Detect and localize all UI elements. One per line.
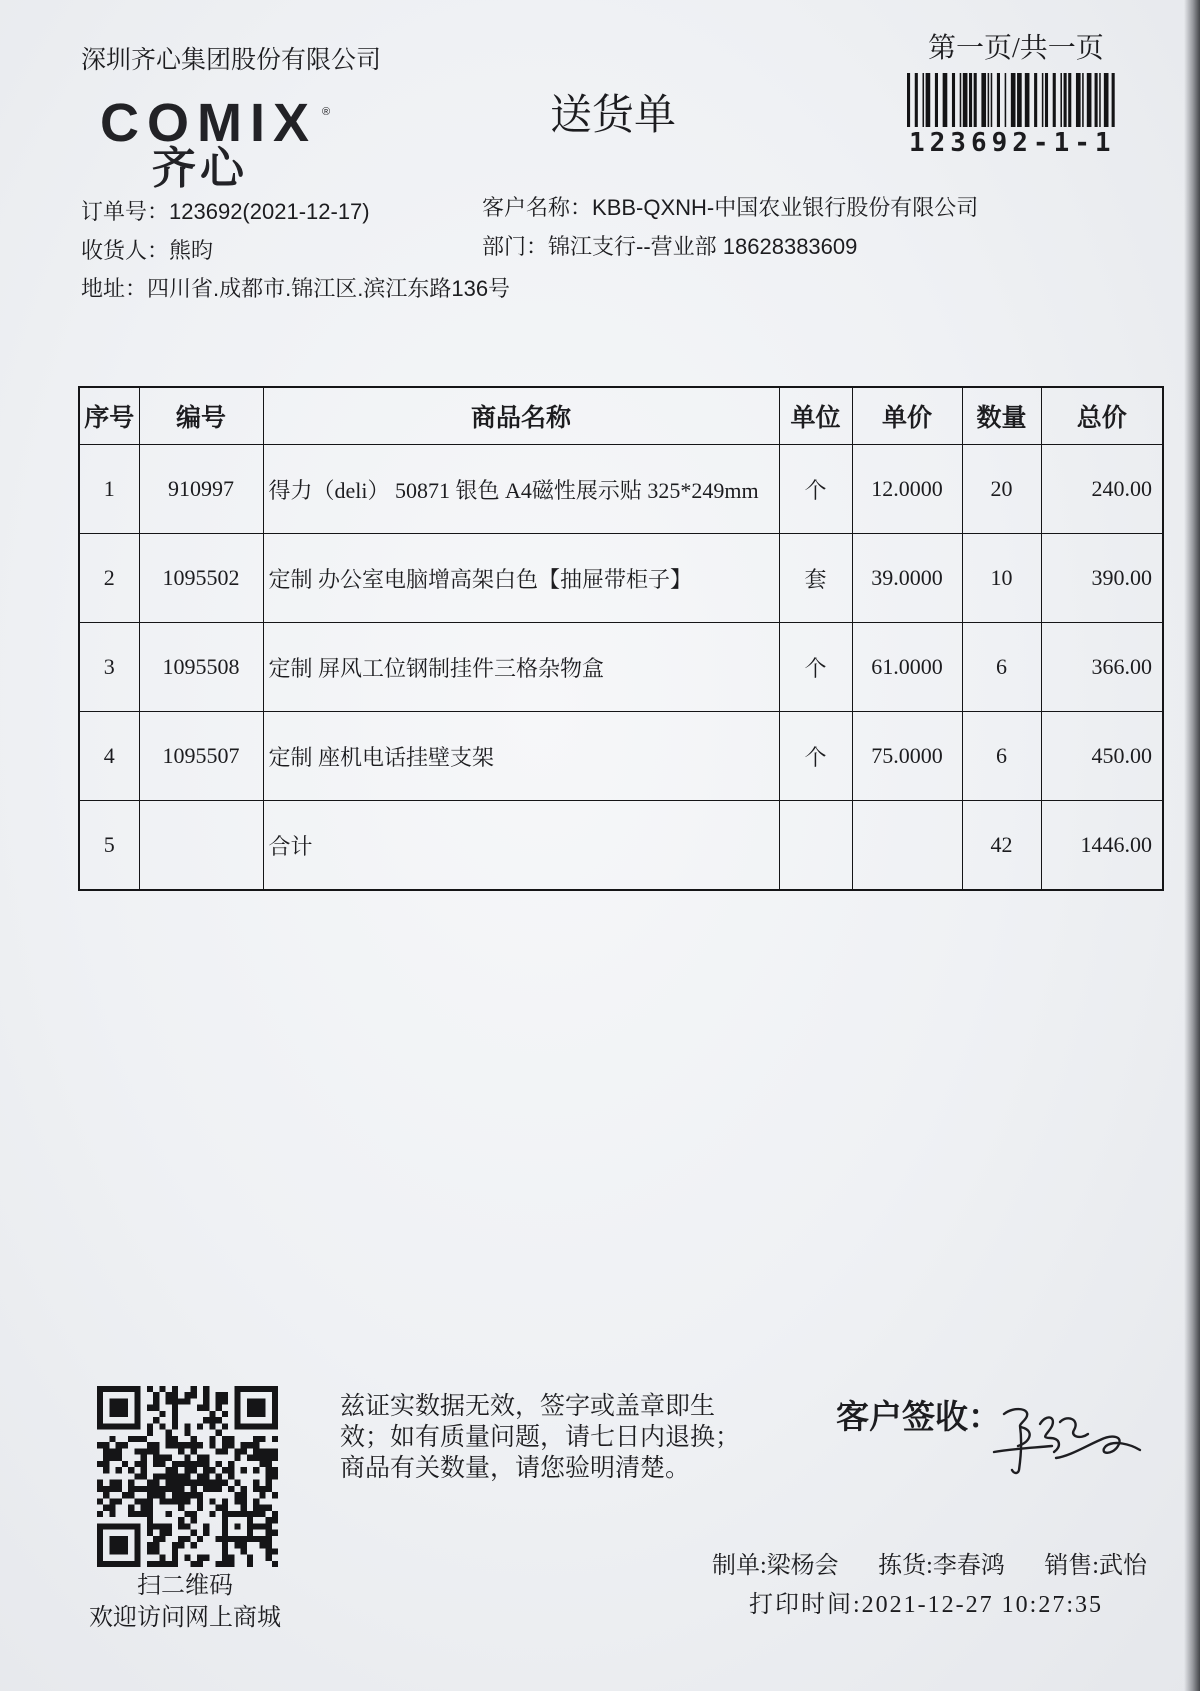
registered-mark: ® [322, 106, 331, 118]
table-header-row [79, 387, 1163, 445]
table-row [79, 712, 1163, 801]
barcode-bar [988, 73, 990, 127]
cell-no: 1 [79, 445, 139, 534]
cell-unit: 套 [779, 534, 852, 623]
barcode-bar [1064, 73, 1067, 127]
barcode-bar [952, 73, 955, 127]
department-label: 部门： [482, 234, 549, 259]
cell-qty: 6 [962, 712, 1041, 801]
cell-qty: 20 [962, 445, 1041, 534]
page-info: 第一页/共一页 [928, 33, 1104, 64]
order-number-label: 订单号： [81, 199, 170, 224]
barcode-bar [1005, 73, 1007, 127]
cell-name: 定制 办公室电脑增高架白色【抽屉带柜子】 [263, 534, 779, 623]
barcode-bar [907, 73, 910, 127]
cell-name: 合计 [263, 801, 779, 891]
barcode-bar [1011, 73, 1016, 127]
scan-edge-shadow [1184, 0, 1200, 1691]
cell-no: 2 [79, 534, 139, 623]
cell-no: 3 [79, 623, 139, 712]
barcode-bar [1045, 73, 1048, 127]
barcode-bar [943, 73, 948, 127]
cell-name: 得力（deli） 50871 银色 A4磁性展示贴 325*249mm [263, 445, 779, 534]
company-name: 深圳齐心集团股份有限公司 [81, 46, 382, 74]
barcode-bar [960, 73, 962, 127]
signature-stroke [1004, 1409, 1030, 1446]
cell-code: 1095502 [139, 534, 263, 623]
cell-unit: 个 [779, 712, 852, 801]
cell-code: 1095508 [139, 623, 263, 712]
cell-code: 910997 [139, 445, 263, 534]
barcode-bar [963, 73, 968, 127]
order-number-value: 123692(2021-12-17) [169, 199, 370, 224]
notice-line: 商品有关数量，请您验明清楚。 [340, 1454, 691, 1482]
notice-line: 兹证实数据无效，签字或盖章即生 [340, 1392, 716, 1420]
barcode-bar [1076, 73, 1081, 127]
sales-person: 销售:武怡 [1044, 1553, 1147, 1579]
cell-unit: 个 [779, 445, 852, 534]
qr-modules [97, 1386, 278, 1567]
cell-total: 390.00 [1041, 534, 1163, 623]
qr-caption-line: 欢迎访问网上商城 [89, 1605, 281, 1631]
barcode-bar [1068, 73, 1071, 127]
cell-name: 定制 屏风工位钢制挂件三格杂物盒 [263, 623, 779, 712]
col-header-name: 商品名称 [263, 387, 779, 445]
customer-signature-label: 客户签收： [836, 1398, 1001, 1435]
cell-unit: 个 [779, 623, 852, 712]
cell-price: 12.0000 [852, 445, 962, 534]
address-value: 四川省.成都市.锦江区.滨江东路136号 [147, 276, 511, 301]
col-header-code: 编号 [139, 387, 263, 445]
document-title: 送货单 [550, 93, 677, 139]
customer-signature [990, 1400, 1145, 1482]
customer-line [482, 195, 978, 221]
table-total-row [79, 801, 1163, 891]
barcode-bar [981, 73, 986, 127]
customer-value: KBB-QXNH-中国农业银行股份有限公司 [592, 195, 979, 220]
barcode-bar [926, 73, 931, 127]
brand-logo-latin: COMIX [100, 93, 318, 153]
col-header-unit: 单位 [779, 387, 852, 445]
table-row [79, 445, 1163, 534]
staff-line [712, 1551, 1147, 1581]
receiver-value: 熊昀 [169, 238, 214, 263]
notice-line: 效；如有质量问题，请七日内退换； [340, 1423, 741, 1451]
cell-total: 240.00 [1041, 445, 1163, 534]
prepared-by: 制单:梁杨会 [712, 1553, 839, 1579]
cell-price: 75.0000 [852, 712, 962, 801]
order-number-line [81, 199, 370, 225]
cell-qty: 10 [962, 534, 1041, 623]
cell-price: 61.0000 [852, 623, 962, 712]
qr-caption [60, 1570, 310, 1634]
cell-code: 1095507 [139, 712, 263, 801]
barcode-bar [915, 73, 918, 127]
signature-stroke [1060, 1418, 1088, 1437]
barcode-bar [1099, 73, 1101, 127]
cell-qty: 6 [962, 623, 1041, 712]
barcode-bar [923, 73, 925, 127]
cell-no: 4 [79, 712, 139, 801]
customer-label: 客户名称： [482, 195, 593, 220]
col-header-qty: 数量 [962, 387, 1041, 445]
items-table [78, 386, 1164, 891]
barcode-bar [1042, 73, 1044, 127]
address-label: 地址： [81, 276, 148, 301]
barcode-bar [1034, 73, 1037, 127]
barcode-bar [1082, 73, 1084, 127]
barcode-bar [974, 73, 977, 127]
cell-unit [779, 801, 852, 891]
brand-logo-chinese: 齐心 [152, 144, 248, 193]
cell-total: 1446.00 [1041, 801, 1163, 891]
print-time: 打印时间:2021-12-27 10:27:35 [749, 1592, 1103, 1618]
barcode-bar [997, 73, 1000, 127]
barcode-bar [935, 73, 938, 127]
qr-code [97, 1386, 278, 1567]
barcode-bar [1025, 73, 1030, 127]
qr-caption-line: 扫二维码 [137, 1573, 233, 1599]
barcode-bar [991, 73, 993, 127]
barcode-number: 123692-1-1 [909, 128, 1116, 158]
barcode-bar [1087, 73, 1092, 127]
department-value: 锦江支行--营业部 18628383609 [548, 234, 858, 259]
col-header-no: 序号 [79, 387, 139, 445]
address-line [81, 276, 510, 302]
barcode-bar [1112, 73, 1115, 127]
cell-name: 定制 座机电话挂壁支架 [263, 712, 779, 801]
department-line [482, 234, 857, 260]
cell-total: 450.00 [1041, 712, 1163, 801]
receiver-label: 收货人： [81, 238, 170, 263]
barcode-bar [1053, 73, 1056, 127]
cell-code [139, 801, 263, 891]
table-row [79, 534, 1163, 623]
cell-no: 5 [79, 801, 139, 891]
barcode-bar [1095, 73, 1098, 127]
barcode-bar [1060, 73, 1062, 127]
col-header-price: 单价 [852, 387, 962, 445]
cell-price [852, 801, 962, 891]
receiver-line [81, 238, 213, 264]
signature-stroke [994, 1446, 1052, 1452]
cell-price: 39.0000 [852, 534, 962, 623]
table-row [79, 623, 1163, 712]
cell-qty: 42 [962, 801, 1041, 891]
barcode-bar [1017, 73, 1022, 127]
picked-by: 拣货:李春鸿 [878, 1553, 1005, 1579]
col-header-total: 总价 [1041, 387, 1163, 445]
barcode-bar [969, 73, 972, 127]
signature-stroke [1056, 1437, 1140, 1458]
barcode [906, 73, 1121, 127]
barcode-bar [1104, 73, 1109, 127]
notice-text [340, 1391, 740, 1484]
cell-total: 366.00 [1041, 623, 1163, 712]
